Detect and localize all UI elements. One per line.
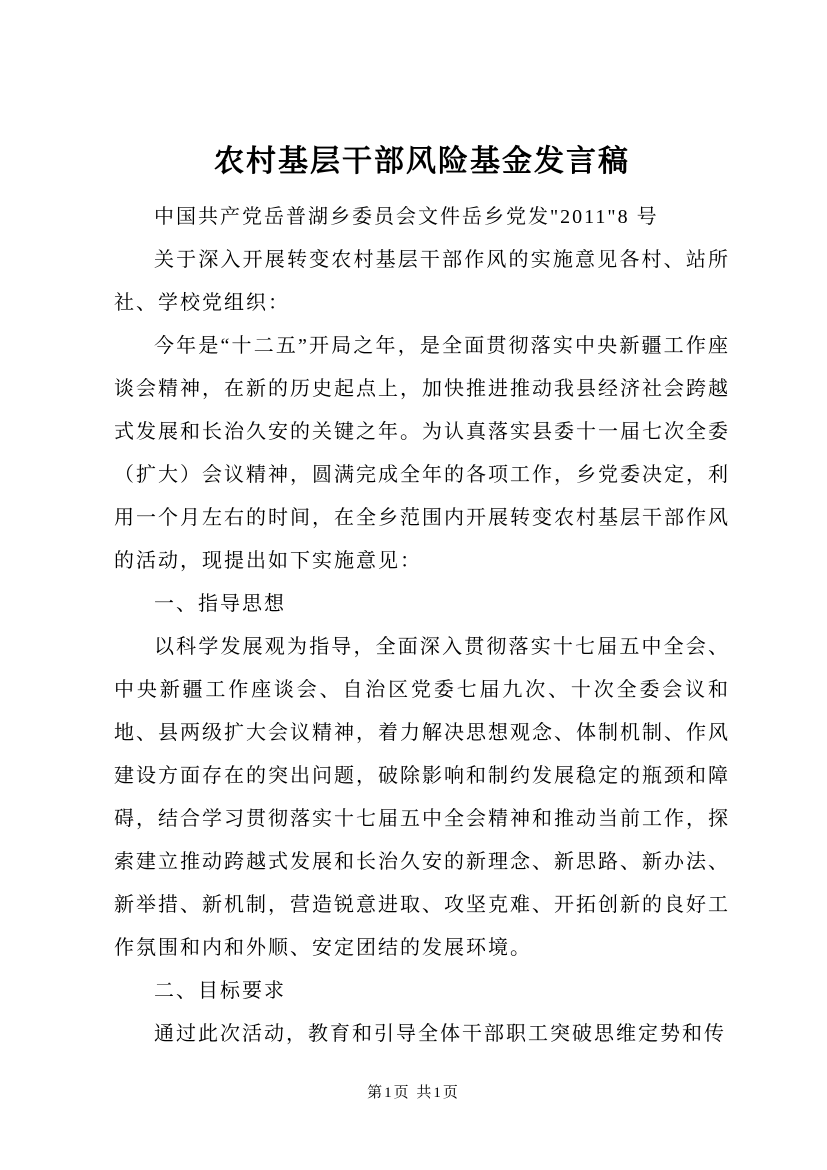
paragraph: 通过此次活动，教育和引导全体干部职工突破思维定势和传 [154,1023,726,1045]
document-title: 农村基层干部风险基金发言稿 [214,145,630,178]
page-number-footer: 第1页 共1页 [367,1085,460,1101]
document-body [114,142,730,1056]
paragraph: 关于深入开展转变农村基层干部作风的实施意见各村、站所社、学校党组织： [114,249,730,314]
paragraph: 今年是“十二五”开局之年，是全面贯彻落实中央新疆工作座谈会精神，在新的历史起点上，加快推进推动我县经济社会跨越式发展和长治久安的关键之年。为认真落实县委十一届七次全委（扩大）会议精神，圆满完成全年的各项工作，乡党委决定，利用一个月左右的时间，在全乡范围内开展转变农村基层干部作风的活动，现提出如下实施意见： [114,335,730,572]
section-heading: 二、目标要求 [154,980,286,1002]
paragraph: 中国共产党岳普湖乡委员会文件岳乡党发"2011"8 号 [154,206,659,228]
section-heading: 一、指导思想 [154,593,286,615]
paragraph: 以科学发展观为指导，全面深入贯彻落实十七届五中全会、中央新疆工作座谈会、自治区党委七届九次、十次全委会议和地、县两级扩大会议精神，着力解决思想观念、体制机制、作风建设方面存在的突出问题，破除影响和制约发展稳定的瓶颈和障碍，结合学习贯彻落实十七届五中全会精神和推动当前工作，探索建立推动跨越式发展和长治久安的新理念、新思路、新办法、新举措、新机制，营造锐意进取、攻坚克难、开拓创新的良好工作氛围和内和外顺、安定团结的发展环境。 [114,636,730,959]
